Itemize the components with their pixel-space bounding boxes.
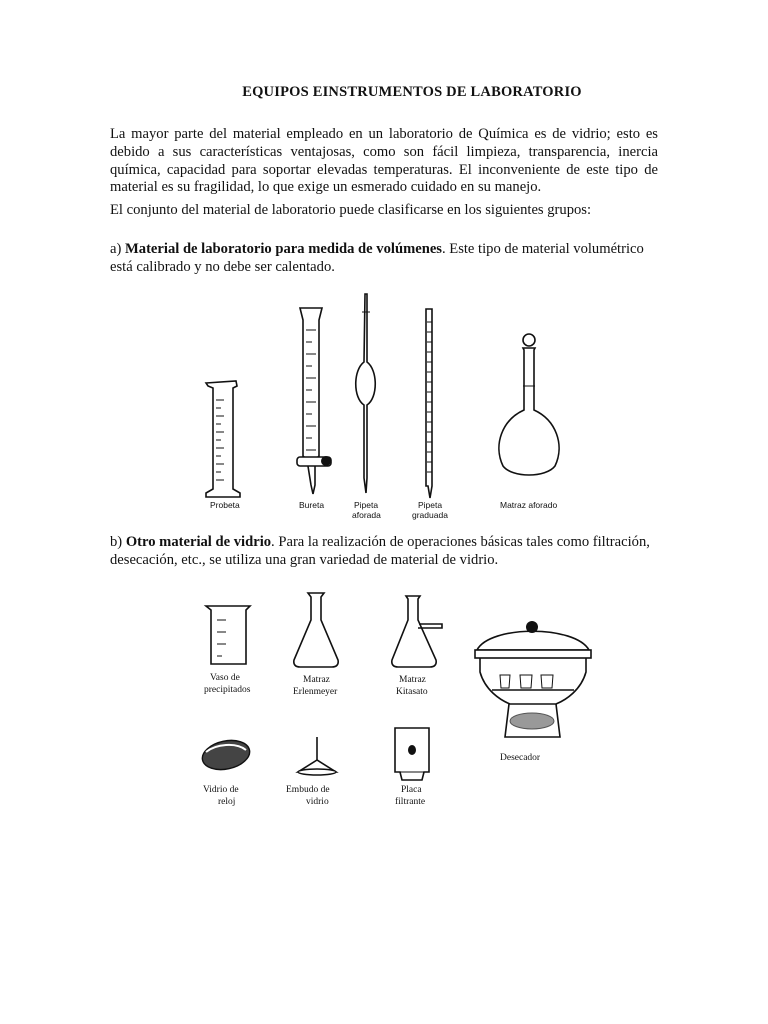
label-kitasato-2: Kitasato xyxy=(396,687,428,697)
section-b-text: . Para la realización de operaciones básicas tales como filtración, desecación, etc., se utiliza una gran variedad de material de vidrio. xyxy=(110,534,650,568)
label-placa-1: Placa xyxy=(401,785,422,795)
watch-glass-icon xyxy=(200,736,253,773)
label-desecador: Desecador xyxy=(500,753,541,763)
label-embudo-2: vidrio xyxy=(306,797,329,807)
volumetric-pipette-icon xyxy=(356,294,376,493)
volumetric-flask-icon xyxy=(499,334,559,475)
label-vaso-2: precipitados xyxy=(204,685,251,695)
intro-paragraph: La mayor parte del material empleado en un laboratorio de Química es de vidrio; esto es debido a sus características ventajosas, como son fácil limpieza, transparencia, inercia química, capacidad para soportar elevadas temperaturas. El inconveniente de este tipo de material es su fragilidad, lo que exige un esmerado cuidado en su manejo. xyxy=(110,126,658,196)
label-pipeta-graduada-2: graduada xyxy=(412,510,448,520)
label-probeta: Probeta xyxy=(210,500,240,510)
graduated-pipette-icon xyxy=(426,309,432,498)
section-a-heading: Material de laboratorio para medida de volúmenes xyxy=(125,241,442,257)
section-b-heading: Otro material de vidrio xyxy=(125,534,272,550)
label-erlen-1: Matraz xyxy=(303,675,330,685)
page-title: EQUIPOS EINSTRUMENTOS DE LABORATORIO xyxy=(242,84,582,100)
section-a-paragraph xyxy=(110,241,658,277)
label-vaso-1: Vaso de xyxy=(210,673,240,683)
label-placa-2: filtrante xyxy=(395,797,426,807)
erlenmeyer-flask-icon xyxy=(294,593,338,667)
label-embudo-1: Embudo de xyxy=(286,785,330,795)
classification-paragraph: El conjunto del material de laboratorio puede clasificarse en los siguientes grupos: xyxy=(110,202,592,218)
graduated-cylinder-icon xyxy=(206,381,240,497)
label-pipeta-aforada-2: aforada xyxy=(352,510,381,520)
glass-funnel-icon xyxy=(298,737,336,775)
section-a-text: . Este tipo de material volumétrico está calibrado y no debe ser calentado. xyxy=(110,241,644,275)
section-b-prefix: b) xyxy=(110,534,126,550)
label-pipeta-aforada-1: Pipeta xyxy=(354,500,379,510)
section-b-paragraph xyxy=(110,534,658,570)
label-bureta: Bureta xyxy=(299,500,325,510)
label-vidrio-2: reloj xyxy=(218,797,236,807)
desiccator-icon xyxy=(475,621,591,737)
kitasato-flask-icon xyxy=(392,596,442,667)
label-erlen-2: Erlenmeyer xyxy=(293,687,338,697)
label-matraz-aforado: Matraz aforado xyxy=(500,500,558,510)
burette-icon xyxy=(297,308,331,494)
label-kitasato-1: Matraz xyxy=(399,675,426,685)
label-vidrio-1: Vidrio de xyxy=(203,785,239,795)
filter-plate-icon xyxy=(395,728,429,780)
section-a-prefix: a) xyxy=(110,241,125,257)
beaker-icon xyxy=(206,606,250,664)
label-pipeta-graduada-1: Pipeta xyxy=(418,500,443,510)
